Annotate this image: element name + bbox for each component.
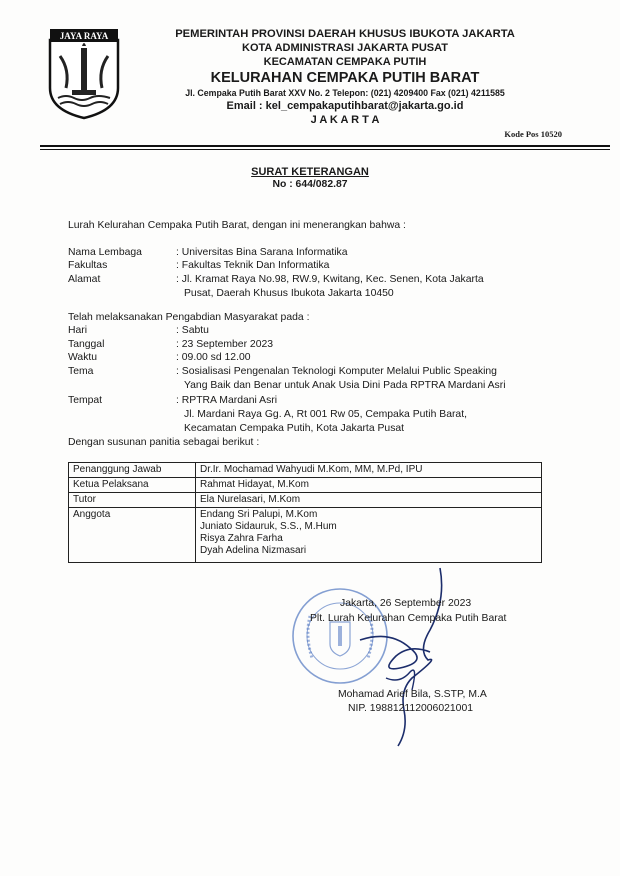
header-divider xyxy=(40,145,610,147)
header-address: Jl. Cempaka Putih Barat XXV No. 2 Telepon: (021) 4209400 Fax (021) 4211585 xyxy=(185,88,505,98)
signatory-nip: NIP. 198812112006021001 xyxy=(348,703,474,714)
institution-name-value: : Universitas Bina Sarana Informatika xyxy=(176,247,348,258)
letter-number: No : 644/082.87 xyxy=(272,179,348,190)
committee-member: Rahmat Hidayat, M.Kom xyxy=(196,478,542,493)
committee-member: Juniato Sidauruk, S.S., M.Hum xyxy=(200,521,337,532)
time-value: : 09.00 sd 12.00 xyxy=(176,352,251,363)
committee-intro: Dengan susunan panitia sebagai berikut : xyxy=(68,437,260,448)
committee-role: Anggota xyxy=(69,508,196,563)
committee-member: Ela Nurelasari, M.Kom xyxy=(196,493,542,508)
date-value: : 23 September 2023 xyxy=(176,339,274,350)
theme-value-1: : Sosialisasi Pengenalan Teknologi Komputer Melalui Public Speaking xyxy=(176,366,497,377)
address-value-1: : Jl. Kramat Raya No.98, RW.9, Kwitang, Kec. Senen, Kota Jakarta xyxy=(176,274,484,285)
header-email: Email : kel_cempakaputihbarat@jakarta.go.id xyxy=(226,100,464,112)
postal-code: Kode Pos 10520 xyxy=(504,129,562,139)
theme-value-2: Yang Baik dan Benar untuk Anak Usia Dini Pada RPTRA Mardani Asri xyxy=(184,380,506,391)
place-label: Tempat xyxy=(68,395,103,406)
place-value-1: : RPTRA Mardani Asri xyxy=(176,395,278,406)
header-line-1: PEMERINTAH PROVINSI DAERAH KHUSUS IBUKOTA JAKARTA xyxy=(175,28,515,40)
committee-role: Tutor xyxy=(69,493,196,508)
signature-position: Plt. Lurah Kelurahan Cempaka Putih Barat xyxy=(310,613,507,624)
committee-member: Dr.Ir. Mochamad Wahyudi M.Kom, MM, M.Pd, IPU xyxy=(196,463,542,478)
day-value: : Sabtu xyxy=(176,325,209,336)
committee-member: Dyah Adelina Nizmasari xyxy=(200,545,307,556)
place-value-2: Jl. Mardani Raya Gg. A, Rt 001 Rw 05, Cempaka Putih Barat, xyxy=(184,409,467,420)
table-row xyxy=(69,508,542,563)
table-row xyxy=(69,463,542,478)
header-line-3: KECAMATAN CEMPAKA PUTIH xyxy=(263,56,427,68)
address-value-2: Pusat, Daerah Khusus Ibukota Jakarta 10450 xyxy=(184,288,394,299)
table-row xyxy=(69,478,542,493)
activity-intro: Telah melaksanakan Pengabdian Masyarakat pada : xyxy=(68,312,310,323)
committee-member: Endang Sri Palupi, M.Kom xyxy=(200,509,318,520)
day-label: Hari xyxy=(68,325,88,336)
handwritten-signature-icon xyxy=(300,560,480,760)
institution-name-label: Nama Lembaga xyxy=(68,247,142,258)
logo-text: JAYA RAYA xyxy=(59,31,109,41)
header-divider-thin xyxy=(40,149,610,150)
signature-place-date: Jakarta, 26 September 2023 xyxy=(340,598,472,609)
place-value-3: Kecamatan Cempaka Putih, Kota Jakarta Pusat xyxy=(184,423,405,434)
committee-role: Penanggung Jawab xyxy=(69,463,196,478)
faculty-label: Fakultas xyxy=(68,260,108,271)
committee-member-list xyxy=(196,508,542,563)
intro-text: Lurah Kelurahan Cempaka Putih Barat, dengan ini menerangkan bahwa : xyxy=(68,220,406,231)
committee-role: Ketua Pelaksana xyxy=(69,478,196,493)
header-line-4: KELURAHAN CEMPAKA PUTIH BARAT xyxy=(210,70,480,86)
time-label: Waktu xyxy=(68,352,98,363)
jakarta-emblem-icon xyxy=(46,26,122,120)
header-city: J A K A R T A xyxy=(310,114,380,126)
address-label: Alamat xyxy=(68,274,101,285)
theme-label: Tema xyxy=(68,366,94,377)
signatory-name: Mohamad Arief Bila, S.STP, M.A xyxy=(338,689,487,700)
date-label: Tanggal xyxy=(68,339,105,350)
letter-title: SURAT KETERANGAN xyxy=(251,166,369,178)
committee-table xyxy=(68,462,542,563)
header-line-2: KOTA ADMINISTRASI JAKARTA PUSAT xyxy=(242,42,448,54)
committee-member: Risya Zahra Farha xyxy=(200,533,283,544)
table-row xyxy=(69,493,542,508)
faculty-value: : Fakultas Teknik Dan Informatika xyxy=(176,260,330,271)
